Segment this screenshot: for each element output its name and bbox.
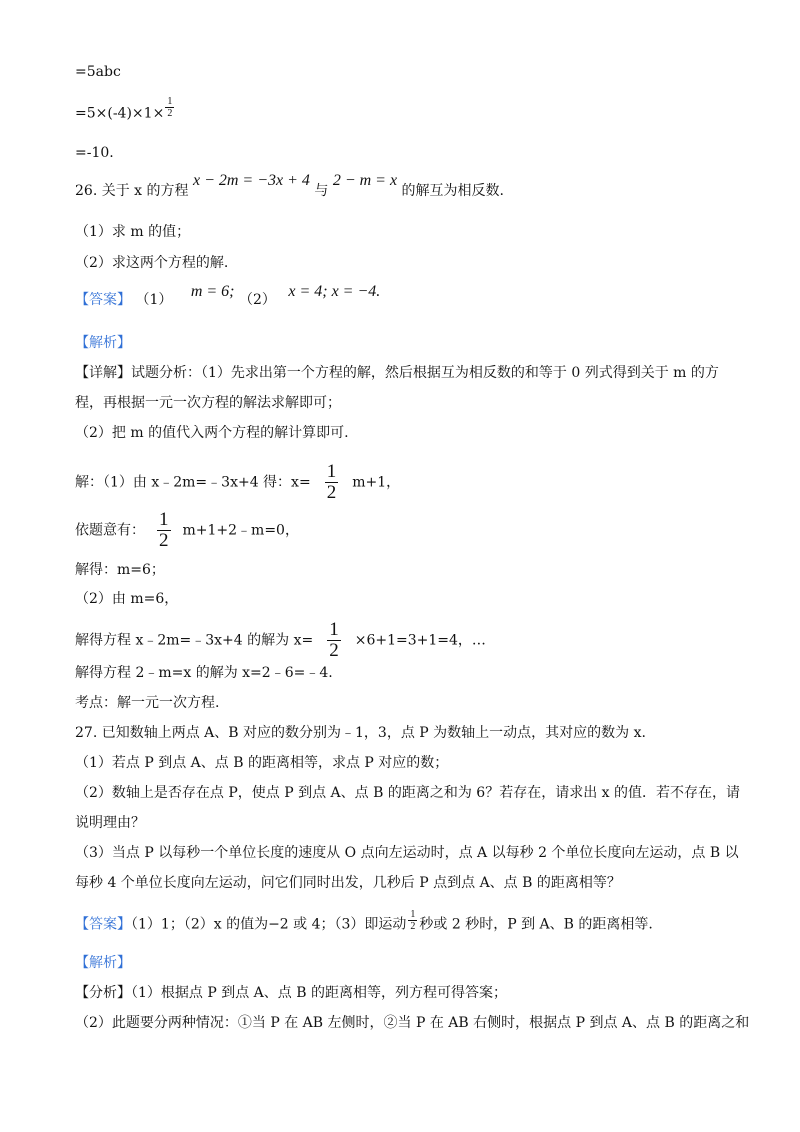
fraction-numerator: 1 <box>159 509 169 530</box>
solution-line-2 <box>75 510 299 551</box>
q27-answer-part-a: （1）1；（2）x 的值为−2 或 4；（3）即运动 <box>131 916 407 933</box>
solution-5-suffix: ×6+1=3+1=4，… <box>354 632 486 649</box>
calc-line-2 <box>75 96 175 125</box>
detail-text-1: 试题分析：（1）先求出第一个方程的解，然后根据互为相反数的和等于 0 列式得到关于 m 的方 <box>131 365 719 381</box>
question-27-line-2: （1）若点 P 到点 A、点 B 的距离相等，求点 P 对应的数； <box>75 755 449 771</box>
detail-line-1 <box>75 363 719 383</box>
fraction-half <box>408 909 417 932</box>
answer-part-2-value: x = 4; x = −4. <box>288 283 381 300</box>
q27-answer <box>75 909 653 936</box>
fraction-numerator: 1 <box>167 96 173 107</box>
solution-1-suffix: m+1， <box>352 474 401 491</box>
question-27-line-3: （2）数轴上是否存在点 P，使点 P 到点 A、点 B 的距离之和为 6？若存在，请求出 x 的值．若不存在，请 <box>75 785 740 801</box>
calc-line-3: =-10. <box>75 145 114 161</box>
question-27-line-5: （3）当点 P 以每秒一个单位长度的速度从 O 点向左运动时，点 A 以每秒 2 个单位长度向左运动，点 B 以 <box>75 845 739 861</box>
analysis-text-1: （1）根据点 P 到点 A、点 B 的距离相等，列方程可得答案； <box>131 985 507 1001</box>
solution-line-3: 解得：m=6； <box>75 562 165 578</box>
question-26 <box>75 172 504 201</box>
answer-tag: 【答案】 <box>75 292 131 308</box>
solution-line-6: 解得方程 2﹣m=x 的解为 x=2﹣6=﹣4. <box>75 665 333 681</box>
q26-connector: 与 <box>314 183 329 199</box>
q26-prefix: 26. 关于 x 的方程 <box>75 183 189 199</box>
calc-line-2-text: =5×(-4)×1× <box>75 105 165 122</box>
solution-2-prefix: 依题意有： <box>75 522 145 539</box>
fraction-denominator: 2 <box>167 108 173 119</box>
fraction-half <box>157 510 171 551</box>
fraction-half <box>325 462 339 503</box>
fraction-denominator: 2 <box>329 640 339 661</box>
calc-line-1: =5abc <box>75 64 121 80</box>
analysis-subtag: 【分析】 <box>75 985 131 1001</box>
fraction-denominator: 2 <box>326 482 337 503</box>
q26-answer <box>75 283 381 310</box>
q26-suffix: 的解互为相反数. <box>401 183 504 199</box>
solution-1-prefix: 解：（1）由 x﹣2m=﹣3x+4 得：x= <box>75 474 311 491</box>
fraction-numerator: 1 <box>329 619 339 640</box>
fraction-denominator: 2 <box>410 921 416 932</box>
analysis-tag: 【解析】 <box>75 335 131 351</box>
key-point: 考点：解一元一次方程. <box>75 695 220 711</box>
solution-5-prefix: 解得方程 x﹣2m=﹣3x+4 的解为 x= <box>75 632 314 649</box>
answer-tag: 【答案】 <box>75 916 131 933</box>
question-27-line-1: 27. 已知数轴上两点 A、B 对应的数分别为﹣1，3，点 P 为数轴上一动点，其对应的数为 x. <box>75 725 646 741</box>
fraction-numerator: 1 <box>410 909 416 920</box>
detail-line-3: （2）把 m 的值代入两个方程的解计算即可. <box>75 425 349 441</box>
detail-line-2: 程，再根据一元一次方程的解法求解即可； <box>75 395 341 411</box>
q27-analysis-line-2: （2）此题要分两种情况：①当 P 在 AB 左侧时，②当 P 在 AB 右侧时，根据点 P 到点 A、点 B 的距离之和 <box>75 1015 750 1031</box>
q26-equation-1: x − 2m = −3x + 4 <box>192 172 310 189</box>
fraction-half <box>165 96 174 119</box>
solution-line-4: （2）由 m=6， <box>75 591 179 607</box>
fraction-denominator: 2 <box>159 530 169 551</box>
solution-line-1 <box>75 462 400 503</box>
solution-line-5 <box>75 620 486 661</box>
question-27-line-6: 每秒 4 个单位长度向左运动，问它们同时出发，几秒后 P 点到点 A、点 B 的距离相等？ <box>75 875 621 891</box>
answer-part-2-label: （2） <box>238 292 276 308</box>
detail-tag: 【详解】 <box>75 365 131 381</box>
q26-part-2: （2）求这两个方程的解. <box>75 255 229 271</box>
fraction-half <box>327 620 341 661</box>
answer-part-1-label: （1） <box>135 292 173 308</box>
q27-analysis-line-1 <box>75 983 507 1003</box>
q26-equation-2: 2 − m = x <box>332 172 398 189</box>
q26-part-1: （1）求 m 的值； <box>75 224 191 240</box>
question-27-line-4: 说明理由？ <box>75 815 145 831</box>
q27-answer-part-b: 秒或 2 秒时，P 到 A、B 的距离相等. <box>419 916 653 933</box>
fraction-numerator: 1 <box>326 461 337 482</box>
q27-analysis-tag: 【解析】 <box>75 955 131 971</box>
solution-2-suffix: m+1+2﹣m=0， <box>182 522 299 539</box>
answer-part-1-value: m = 6; <box>190 283 235 300</box>
